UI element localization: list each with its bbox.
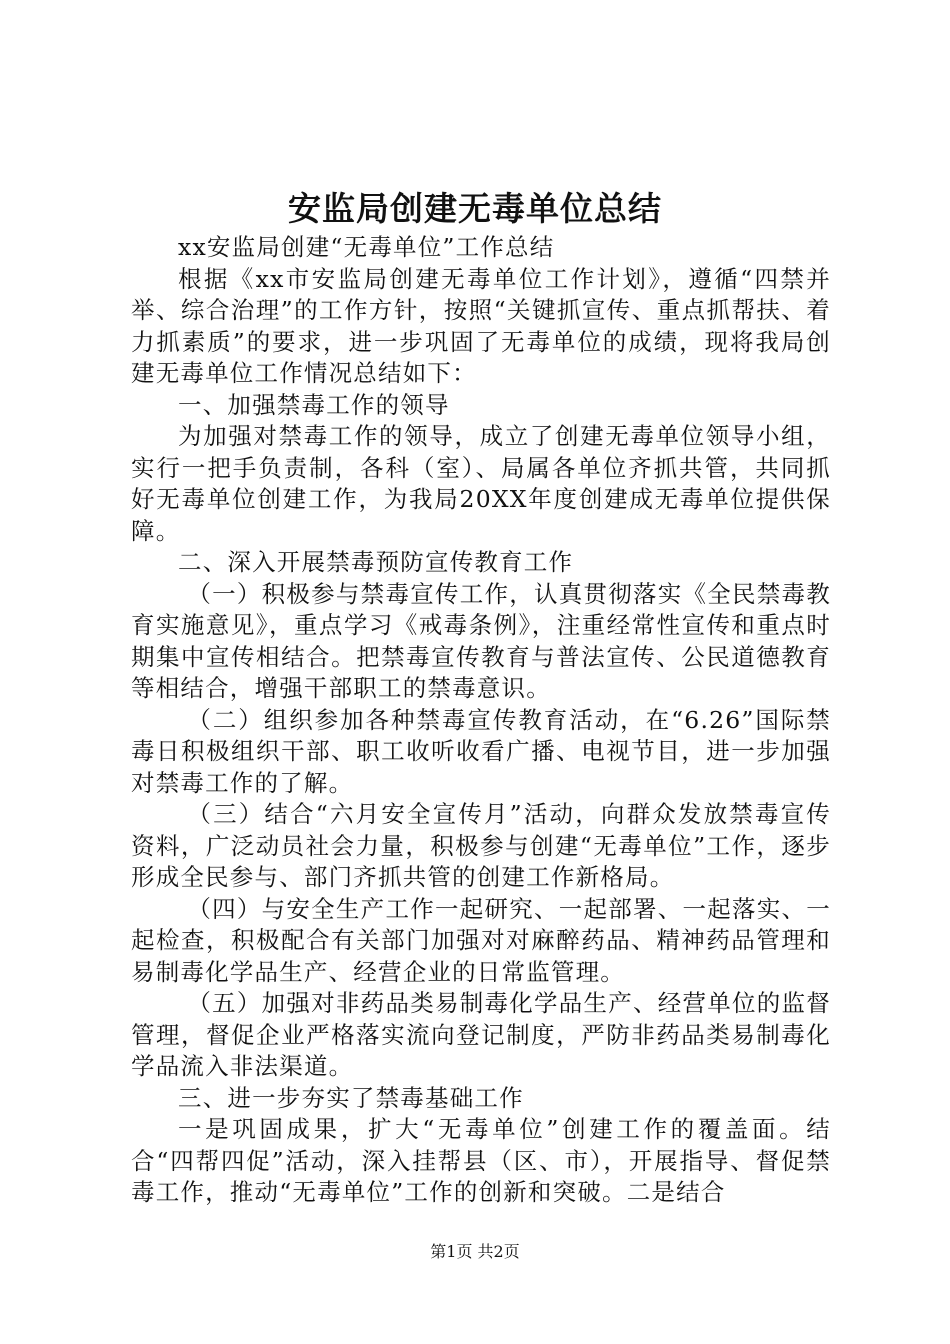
section-heading-1: 一、加强禁毒工作的领导 <box>178 390 450 419</box>
section-heading-3: 三、进一步夯实了禁毒基础工作 <box>178 1083 524 1112</box>
section-3-paragraph: 一是巩固成果，扩大“无毒单位”创建工作的覆盖面。结合“四帮四促”活动，深入挂帮县（区、市），开展指导、督促禁毒工作，推动“无毒单位”工作的创新和突破。二是结合 <box>131 1115 831 1206</box>
document-title: 安监局创建无毒单位总结 <box>288 189 662 228</box>
intro-paragraph: 根据《xx市安监局创建无毒单位工作计划》，遵循“四禁并举、综合治理”的工作方针，按照“关键抓宣传、重点抓帮扶、着力抓素质”的要求，进一步巩固了无毒单位的成绩，现将我局创建无毒单位工作情况总结如下： <box>131 264 831 387</box>
section-2-item-1: （一）积极参与禁毒宣传工作，认真贯彻落实《全民禁毒教育实施意见》，重点学习《戒毒条例》，注重经常性宣传和重点时期集中宣传相结合。把禁毒宣传教育与普法宣传、公民道德教育等相结合，增强干部职工的禁毒意识。 <box>131 579 831 702</box>
section-2-item-4: （四）与安全生产工作一起研究、一起部署、一起落实、一起检查，积极配合有关部门加强对对麻醉药品、精神药品管理和易制毒化学品生产、经营企业的日常监管理。 <box>131 894 831 986</box>
document-body <box>131 232 831 1209</box>
section-2-item-2: （二）组织参加各种禁毒宣传教育活动，在“6.26”国际禁毒日积极组织干部、职工收听收看广播、电视节目，进一步加强对禁毒工作的了解。 <box>131 705 831 797</box>
page-number-footer: 第1页 共2页 <box>430 1242 520 1261</box>
section-1-paragraph: 为加强对禁毒工作的领导，成立了创建无毒单位领导小组，实行一把手负责制，各科（室）、局属各单位齐抓共管，共同抓好无毒单位创建工作，为我局20XX年度创建成无毒单位提供保障。 <box>131 422 831 545</box>
subtitle-paragraph: xx安监局创建“无毒单位”工作总结 <box>178 233 555 261</box>
section-2-item-3: （三）结合“六月安全宣传月”活动，向群众发放禁毒宣传资料，广泛动员社会力量，积极参与创建“无毒单位”工作，逐步形成全民参与、部门齐抓共管的创建工作新格局。 <box>131 800 831 891</box>
section-2-item-5: （五）加强对非药品类易制毒化学品生产、经营单位的监督管理，督促企业严格落实流向登记制度，严防非药品类易制毒化学品流入非法渠道。 <box>131 989 831 1080</box>
section-heading-2: 二、深入开展禁毒预防宣传教育工作 <box>178 548 574 576</box>
